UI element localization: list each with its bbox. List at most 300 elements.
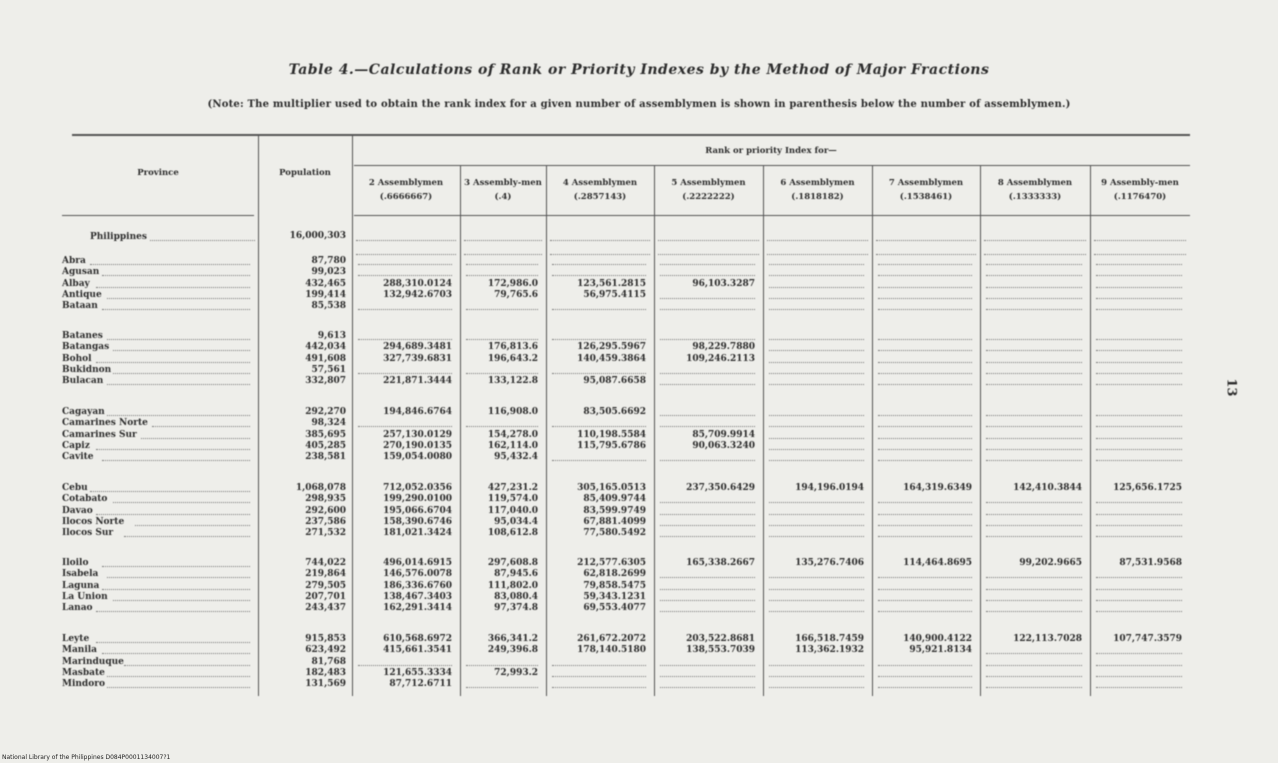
dotted-leader [986,449,1082,450]
dotted-leader [102,566,250,567]
dotted-leader [878,298,972,299]
header-col-label: 4 Assemblymen [562,178,638,188]
dotted-leader [552,460,646,461]
rank-index-value: 138,553.7039 [686,645,755,656]
dotted-leader [986,275,1082,276]
dotted-leader [96,449,250,450]
rank-index-value: 427,231.2 [487,483,538,493]
dotted-leader [986,298,1082,299]
rank-index-value: 69,553.4077 [583,603,646,614]
province-name: Bulacan [62,376,104,387]
dotted-leader [1096,287,1182,288]
dotted-leader [878,611,972,612]
rank-index-value: 159,054.0080 [383,452,452,463]
rank-index-value: 114,464.8695 [903,558,972,568]
dotted-leader [769,449,864,450]
dotted-leader [769,676,864,677]
group-header-rule [354,165,1190,166]
province-name: Iloilo [62,558,89,568]
dotted-leader [660,384,755,385]
province-population: 491,608 [305,353,346,364]
header-col-label: 8 Assemblymen [997,178,1073,188]
dotted-leader [878,687,972,688]
dotted-leader [878,536,972,537]
dotted-leader [878,426,972,427]
dotted-leader [141,438,250,439]
rank-index-value: 288,310.0124 [383,278,452,289]
dotted-leader [769,665,864,666]
rank-index-value: 90,063.3240 [692,440,755,451]
dotted-leader [135,525,250,526]
dotted-leader [986,384,1082,385]
rank-index-value: 135,276.7406 [795,558,864,568]
dotted-leader [1096,426,1182,427]
province-population: 385,695 [305,429,346,440]
dotted-leader [552,676,646,677]
rank-index-value: 366,341.2 [487,634,538,644]
dotted-leader [984,240,1086,241]
dotted-leader [769,264,864,265]
table-top-rule [72,134,1190,136]
rank-index-value: 176,813.6 [487,342,538,353]
province-name: Cotabato [62,494,108,505]
rank-index-value: 116,908.0 [487,407,538,417]
column-rule [872,166,873,696]
dotted-leader [767,254,868,255]
dotted-leader [876,240,976,241]
dotted-leader [878,339,972,340]
dotted-leader [660,264,755,265]
rank-index-value: 56,975.4115 [583,289,646,300]
dotted-leader [878,350,972,351]
dotted-leader [102,460,250,461]
province-name: La Union [62,591,108,602]
dotted-leader [660,426,755,427]
dotted-leader [96,514,250,515]
dotted-leader [878,264,972,265]
province-population: 81,768 [311,656,346,667]
province-name: Camarines Sur [62,429,137,440]
dotted-leader [986,460,1082,461]
dotted-leader [1096,309,1182,310]
dotted-leader [152,426,250,427]
dotted-leader [113,350,250,351]
row-philippines-population: 16,000,303 [289,231,346,241]
dotted-leader [464,240,542,241]
dotted-leader [552,687,646,688]
dotted-leader [986,665,1082,666]
dotted-leader [878,309,972,310]
province-name: Bohol [62,353,92,364]
rank-index-value: 294,689.3481 [383,342,452,353]
dotted-leader [878,676,972,677]
dotted-leader [96,642,250,643]
rank-index-value: 79,858.5475 [583,580,646,591]
dotted-leader [1096,589,1182,590]
province-population: 85,538 [311,301,346,312]
dotted-leader [102,653,250,654]
rank-index-value: 237,350.6429 [686,483,755,493]
rank-index-value: 115,795.6786 [577,440,646,451]
dotted-leader [769,426,864,427]
rank-index-value: 199,290.0100 [383,494,452,505]
dotted-leader [1096,536,1182,537]
dotted-leader [660,373,755,374]
dotted-leader [878,275,972,276]
province-population: 182,483 [305,667,346,678]
province-population: 207,701 [305,591,346,602]
dotted-leader [769,514,864,515]
dotted-leader [660,502,755,503]
province-population: 98,324 [311,418,346,429]
dotted-leader [660,536,755,537]
dotted-leader [660,339,755,340]
dotted-leader [986,426,1082,427]
dotted-leader [986,611,1082,612]
dotted-leader [769,362,864,363]
rank-index-value: 212,577.6305 [577,558,646,568]
rank-index-value: 297,608.8 [487,558,538,568]
rank-index-value: 95,432.4 [494,452,538,463]
province-name: Laguna [62,580,100,591]
rank-index-value: 123,561.2815 [577,278,646,289]
rank-index-value: 162,291.3414 [383,603,452,614]
province-name: Marinduque [62,656,124,667]
rank-index-value: 67,881.4099 [583,516,646,527]
dotted-leader [769,373,864,374]
dotted-leader [769,339,864,340]
dotted-leader [878,449,972,450]
province-name: Cagayan [62,407,105,417]
rank-index-value: 83,599.9749 [583,505,646,516]
header-col-multiplier: (.6666667) [379,192,433,202]
dotted-leader [660,275,755,276]
dotted-leader [1096,502,1182,503]
dotted-leader [90,491,250,492]
rank-index-value: 154,278.0 [487,429,538,440]
dotted-leader [769,525,864,526]
header-province: Province [137,168,179,178]
rank-index-value: 249,396.8 [487,645,538,656]
rank-index-value: 96,103.3287 [692,278,755,289]
dotted-leader [1096,362,1182,363]
dotted-leader [769,384,864,385]
dotted-leader [660,298,755,299]
rank-index-value: 257,130.0129 [383,429,452,440]
dotted-leader [878,665,972,666]
dotted-leader [356,240,456,241]
header-col-multiplier: (.1333333) [1008,192,1062,202]
rank-index-value: 172,986.0 [487,278,538,289]
dotted-leader [660,577,755,578]
dotted-leader [1096,687,1182,688]
dotted-leader [1096,298,1182,299]
dotted-leader [878,589,972,590]
rank-index-value: 181,021.3424 [383,528,452,539]
dotted-leader [986,350,1082,351]
rank-index-value: 110,198.5584 [577,429,646,440]
dotted-leader [986,362,1082,363]
dotted-leader [466,275,538,276]
dotted-leader [769,687,864,688]
header-col-label: 6 Assemblymen [780,178,855,188]
dotted-leader [769,287,864,288]
province-population: 432,465 [305,278,346,289]
archive-footer: National Library of the Philippines D084P0001134007?1 [2,754,171,761]
province-population: 744,022 [305,558,346,568]
rank-index-value: 132,942.6703 [383,289,452,300]
dotted-leader [358,275,452,276]
province-name: Masbate [62,667,105,678]
rank-index-value: 415,661.3541 [383,645,452,656]
dotted-leader [107,384,250,385]
dotted-leader [1096,339,1182,340]
dotted-leader [986,653,1082,654]
province-name: Cavite [62,452,94,463]
rank-index-value: 142,410.3844 [1013,483,1082,493]
dotted-leader [878,460,972,461]
dotted-leader [769,577,864,578]
rank-index-value: 610,568.6972 [383,634,452,644]
dotted-leader [466,426,538,427]
dotted-leader [986,687,1082,688]
dotted-leader [107,577,250,578]
dotted-leader [358,426,452,427]
dotted-leader [107,339,250,340]
rank-index-value: 712,052.0356 [383,483,452,493]
dotted-leader [660,525,755,526]
dotted-leader [769,460,864,461]
dotted-leader [986,577,1082,578]
header-col-multiplier: (.2857143) [573,192,627,202]
rank-index-value: 107,747.3579 [1113,634,1182,644]
dotted-leader [96,611,250,612]
header-population: Population [279,168,331,178]
dotted-leader [660,460,755,461]
province-name: Cebu [62,483,88,493]
dotted-leader [986,339,1082,340]
rank-index-value: 122,113.7028 [1013,634,1082,644]
province-population: 292,270 [305,407,346,417]
dotted-leader [464,254,542,255]
dotted-leader [107,676,250,677]
dotted-leader [124,665,250,666]
rank-index-value: 87,712.6711 [389,679,452,690]
rank-index-value: 196,643.2 [487,353,538,364]
province-population: 405,285 [305,440,346,451]
dotted-leader [1096,665,1182,666]
column-rule [763,166,764,696]
dotted-leader [878,287,972,288]
province-population: 271,532 [305,528,346,539]
dotted-leader [552,339,646,340]
dotted-leader [767,240,868,241]
province-population: 219,864 [305,569,346,580]
province-population: 332,807 [305,376,346,387]
rank-index-value: 327,739.6831 [383,353,452,364]
dotted-leader [1096,275,1182,276]
dotted-leader [358,339,452,340]
dotted-leader [986,373,1082,374]
dotted-leader [1096,438,1182,439]
province-name: Bukidnon [62,364,112,375]
dotted-leader [878,525,972,526]
province-population: 238,581 [305,452,346,463]
province-name: Manila [62,645,98,656]
dotted-leader [984,254,1086,255]
dotted-leader [1096,611,1182,612]
dotted-leader [1096,676,1182,677]
dotted-leader [356,254,456,255]
header-rule-right [354,215,1190,216]
dotted-leader [552,264,646,265]
rank-index-value: 59,343.1231 [583,591,646,602]
rank-index-value: 138,467.3403 [383,591,452,602]
header-col-label: 3 Assembly-men [464,178,542,188]
dotted-leader [1096,415,1182,416]
province-population: 99,023 [311,267,346,278]
dotted-leader [769,275,864,276]
province-name: Bataan [62,301,98,312]
rank-index-value: 79,765.6 [494,289,538,300]
rank-index-value: 83,505.6692 [583,407,646,417]
rank-index-value: 62,818.2699 [583,569,646,580]
dotted-leader [150,240,255,241]
province-name: Ilocos Norte [62,516,125,527]
province-population: 131,569 [305,679,346,690]
dotted-leader [660,589,755,590]
rank-index-value: 186,336.6760 [383,580,452,591]
dotted-leader [878,600,972,601]
header-col-label: 9 Assembly-men [1101,178,1179,188]
rank-index-value: 195,066.6704 [383,505,452,516]
dotted-leader [658,254,759,255]
rank-index-value: 165,338.2667 [686,558,755,568]
province-name: Batangas [62,342,110,353]
dotted-leader [1096,653,1182,654]
province-name: Agusan [62,267,100,278]
dotted-leader [878,514,972,515]
rank-index-value: 305,165.0513 [577,483,646,493]
province-population: 243,437 [305,603,346,614]
rank-index-value: 85,709.9914 [692,429,755,440]
rank-index-value: 146,576.0078 [383,569,452,580]
rank-index-value: 108,612.8 [487,528,538,539]
header-col-multiplier: (.1538461) [899,192,953,202]
dotted-leader [878,577,972,578]
header-col-multiplier: (.4) [494,192,512,202]
dotted-leader [769,600,864,601]
dotted-leader [986,287,1082,288]
dotted-leader [878,438,972,439]
rank-index-value: 87,531.9568 [1119,558,1182,568]
rank-index-value: 109,246.2113 [686,353,755,364]
rank-index-value: 133,122.8 [487,376,538,387]
province-population: 915,853 [305,634,346,644]
dotted-leader [876,254,976,255]
dotted-leader [986,438,1082,439]
dotted-leader [552,373,646,374]
rank-index-value: 72,993.2 [494,667,538,678]
dotted-leader [466,665,538,666]
dotted-leader [986,415,1082,416]
dotted-leader [660,600,755,601]
dotted-leader [658,240,759,241]
rank-index-value: 203,522.8681 [686,634,755,644]
dotted-leader [552,665,646,666]
rank-index-value: 126,295.5967 [577,342,646,353]
province-name: Ilocos Sur [62,528,114,539]
rank-index-value: 119,574.0 [487,494,538,505]
dotted-leader [1094,240,1186,241]
dotted-leader [550,240,650,241]
dotted-leader [986,676,1082,677]
dotted-leader [113,373,250,374]
dotted-leader [358,665,452,666]
rank-index-value: 95,087.6658 [583,376,646,387]
rank-index-value: 87,945.6 [494,569,538,580]
dotted-leader [113,600,250,601]
province-name: Antique [62,289,102,300]
dotted-leader [769,350,864,351]
dotted-leader [1096,264,1182,265]
rank-index-value: 162,114.0 [487,440,538,451]
dotted-leader [660,665,755,666]
dotted-leader [1096,460,1182,461]
dotted-leader [1096,514,1182,515]
dotted-leader [878,415,972,416]
rank-index-value: 113,362.1932 [795,645,864,656]
rank-index-value: 83,080.4 [494,591,538,602]
dotted-leader [124,536,250,537]
dotted-leader [986,600,1082,601]
province-population: 87,780 [311,256,346,266]
rank-index-value: 194,196.0194 [795,483,864,493]
dotted-leader [107,687,250,688]
header-rank-group: Rank or priority Index for— [705,146,837,156]
rank-index-value: 97,374.8 [494,603,538,614]
dotted-leader [1096,350,1182,351]
dotted-leader [466,264,538,265]
dotted-leader [769,438,864,439]
dotted-leader [1094,254,1186,255]
column-rule [980,166,981,696]
dotted-leader [769,298,864,299]
dotted-leader [660,514,755,515]
header-col-label: 7 Assemblymen [888,178,964,188]
dotted-leader [986,309,1082,310]
dotted-leader [769,309,864,310]
province-population: 57,561 [311,364,346,375]
rank-index-value: 85,409.9744 [583,494,646,505]
rank-index-value: 99,202.9665 [1019,558,1082,568]
dotted-leader [552,426,646,427]
dotted-leader [1096,449,1182,450]
rank-index-value: 95,034.4 [494,516,538,527]
dotted-leader [358,264,452,265]
province-name: Mindoro [62,679,105,690]
header-bottom-rule [62,215,254,216]
table-note: (Note: The multiplier used to obtain the rank index for a given number of assemblymen is shown in parenthesis below the number of assemblymen.) [207,99,1071,110]
province-name: Isabela [62,569,99,580]
province-population: 298,935 [305,494,346,505]
rank-index-value: 121,655.3334 [383,667,452,678]
dotted-leader [107,415,250,416]
header-col-multiplier: (.2222222) [682,192,735,202]
row-philippines-name: Philippines [90,232,147,242]
dotted-leader [466,339,538,340]
dotted-leader [660,415,755,416]
